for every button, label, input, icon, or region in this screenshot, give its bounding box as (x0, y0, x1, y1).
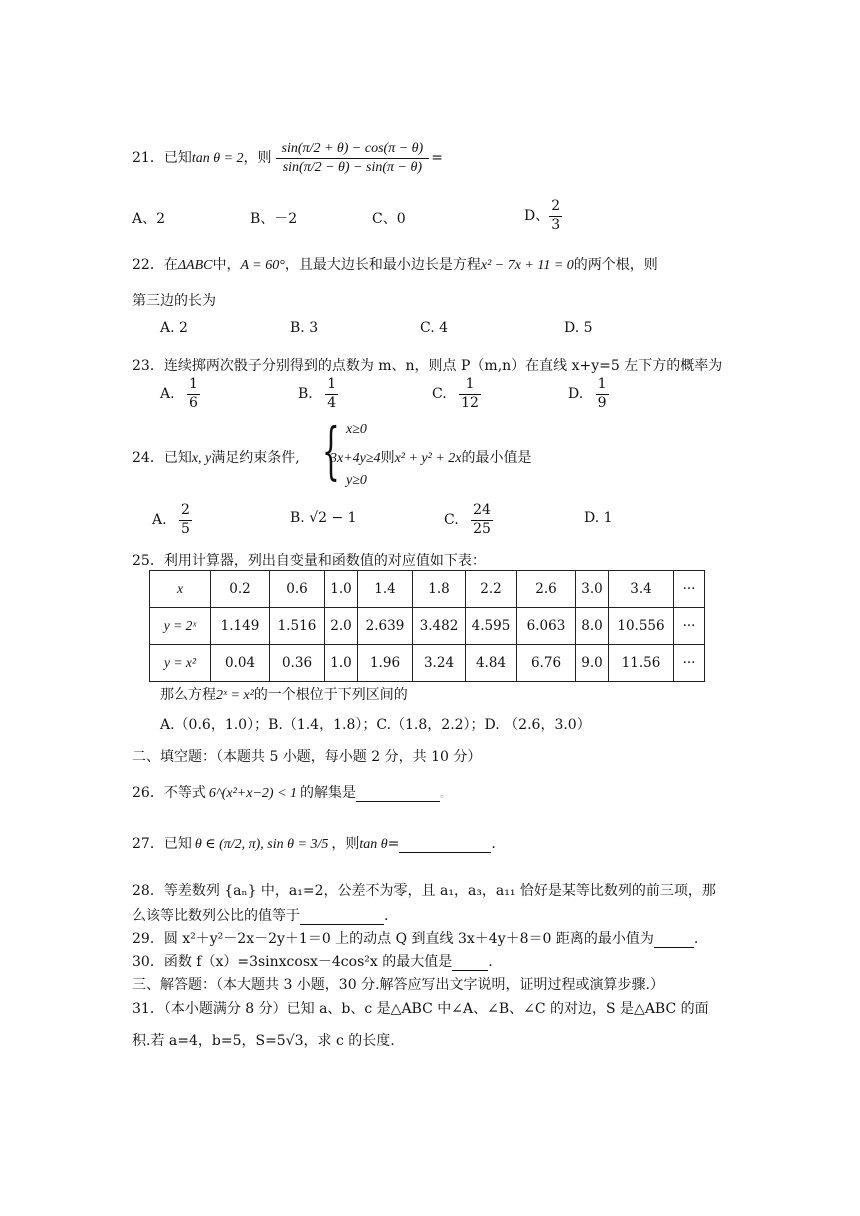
q24-stem-a: 24．已知x, y满足约束条件, (132, 450, 300, 466)
q25-value-table (149, 570, 705, 682)
q21-stem: 21．已知tan θ = 2，则 $\frac{\sin(\pi/2 + \theta) - \cos(\pi - \theta)}{\sin(\pi/2 - \theta) - \sin(\pi - \theta)}$ = (132, 141, 443, 175)
q23-option-d: D. $\frac{1}{9}$ (568, 376, 607, 411)
q21-fraction: $\frac{\sin(\pi/2 + \theta) - \cos(\pi - \theta)}{\sin(\pi/2 - \theta) - \sin(\pi - \theta)}$ (276, 140, 430, 176)
table-row: x 0.2 0.6 1.0 1.4 1.8 2.2 2.6 3.0 3.4 ··· (150, 571, 705, 608)
q23-stem: 23．连续掷两次骰子分别得到的点数为 m、n，则点 P（m,n）在直线 x+y=5 左下方的概率为 (132, 358, 723, 374)
q28-line1: 28．等差数列 {aₙ} 中，a₁=2，公差不为零，且 a₁，a₃，a₁₁ 恰好是某等比数列的前三项，那 (132, 883, 716, 899)
q21-tan: tan θ = 2 (191, 151, 244, 166)
q31-line1: 31．（本小题满分 8 分）已知 a、b、c 是△ABC 中∠A、∠B、∠C 的对边，S 是△ABC 的面 (132, 1001, 709, 1017)
q22-option-d: D. 5 (564, 320, 593, 336)
q24-option-b: B. √2 − 1 (290, 510, 357, 526)
q21-option-c: C、0 (372, 211, 406, 227)
q30: 30．函数 f（x）=3sinxcosx－4cos²x 的最大值是 . (132, 954, 493, 970)
q22-line1: 22．在ΔABC中，A = 60°，且最大边长和最小边长是方程x² − 7x + 11 = 0的两个根，则 (132, 257, 658, 273)
q22-option-a: A. 2 (160, 320, 188, 336)
q29: 29．圆 x²＋y²－2x－2y＋1＝0 上的动点 Q 到直线 3x＋4y＋8＝0 距离的最小值为 . (132, 931, 699, 947)
q29-answer-blank[interactable] (654, 947, 694, 948)
q27: 27．已知 θ ∈ (π/2, π), sin θ = 3/5 ，则tan θ= . (132, 836, 496, 852)
q27-answer-blank[interactable] (399, 852, 491, 853)
q23-option-a: A. $\frac{1}{6}$ (160, 376, 198, 411)
q28-line2: 么该等比数列公比的值等于 . (132, 908, 389, 924)
q23-option-c: C. $\frac{1}{12}$ (432, 376, 479, 411)
q25-question: 那么方程2ˣ = x²的一个根位于下列区间的 (160, 687, 408, 703)
q31-line2: 积.若 a=4，b=5，S=5√3，求 c 的长度. (132, 1033, 395, 1049)
q22-option-b: B. 3 (290, 320, 319, 336)
q25-options: A.（0.6，1.0）；B.（1.4，1.8）；C.（1.8，2.2）；D. （2.6，3.0） (160, 717, 591, 733)
section-3-heading: 三、解答题：（本大题共 3 小题，30 分.解答应写出文字说明，证明过程或演算步骤.） (132, 977, 664, 993)
q30-answer-blank[interactable] (452, 970, 488, 971)
q24-option-c: C. $\frac{24}{25}$ (444, 502, 491, 537)
q26: 26．不等式 6^(x²+x−2) < 1 的解集是 。 (132, 785, 451, 801)
q22-option-c: C. 4 (420, 320, 449, 336)
q28-answer-blank[interactable] (300, 924, 384, 925)
table-row: y = 2ˣ 1.149 1.516 2.0 2.639 3.482 4.595 6.063 8.0 10.556 ··· (150, 608, 705, 645)
q26-answer-blank[interactable] (356, 801, 440, 802)
q24-constraint-3: y≥0 (346, 473, 367, 488)
q24-constraint-2: 3x+4y≥4则x² + y² + 2x的最小值是 (330, 450, 532, 466)
q21-option-d: D、 $\frac{2}{3}$ (524, 198, 561, 233)
table-row: y = x² 0.04 0.36 1.0 1.96 3.24 4.84 6.76 9.0 11.56 ··· (150, 645, 705, 682)
q24-constraint-1: x≥0 (346, 422, 367, 437)
q22-line2: 第三边的长为 (132, 293, 216, 309)
q24-brace: { (322, 414, 340, 487)
q24-option-d: D. 1 (584, 510, 613, 526)
q21-option-a: A、2 (132, 211, 166, 227)
q23-option-b: B. $\frac{1}{4}$ (298, 376, 337, 411)
section-2-heading: 二、填空题：（本题共 5 小题，每小题 2 分，共 10 分） (132, 749, 482, 765)
q25-stem: 25．利用计算器，列出自变量和函数值的对应值如下表： (132, 553, 486, 569)
q21-option-b: B、－2 (250, 211, 298, 227)
q24-option-a: A. $\frac{2}{5}$ (152, 502, 190, 537)
